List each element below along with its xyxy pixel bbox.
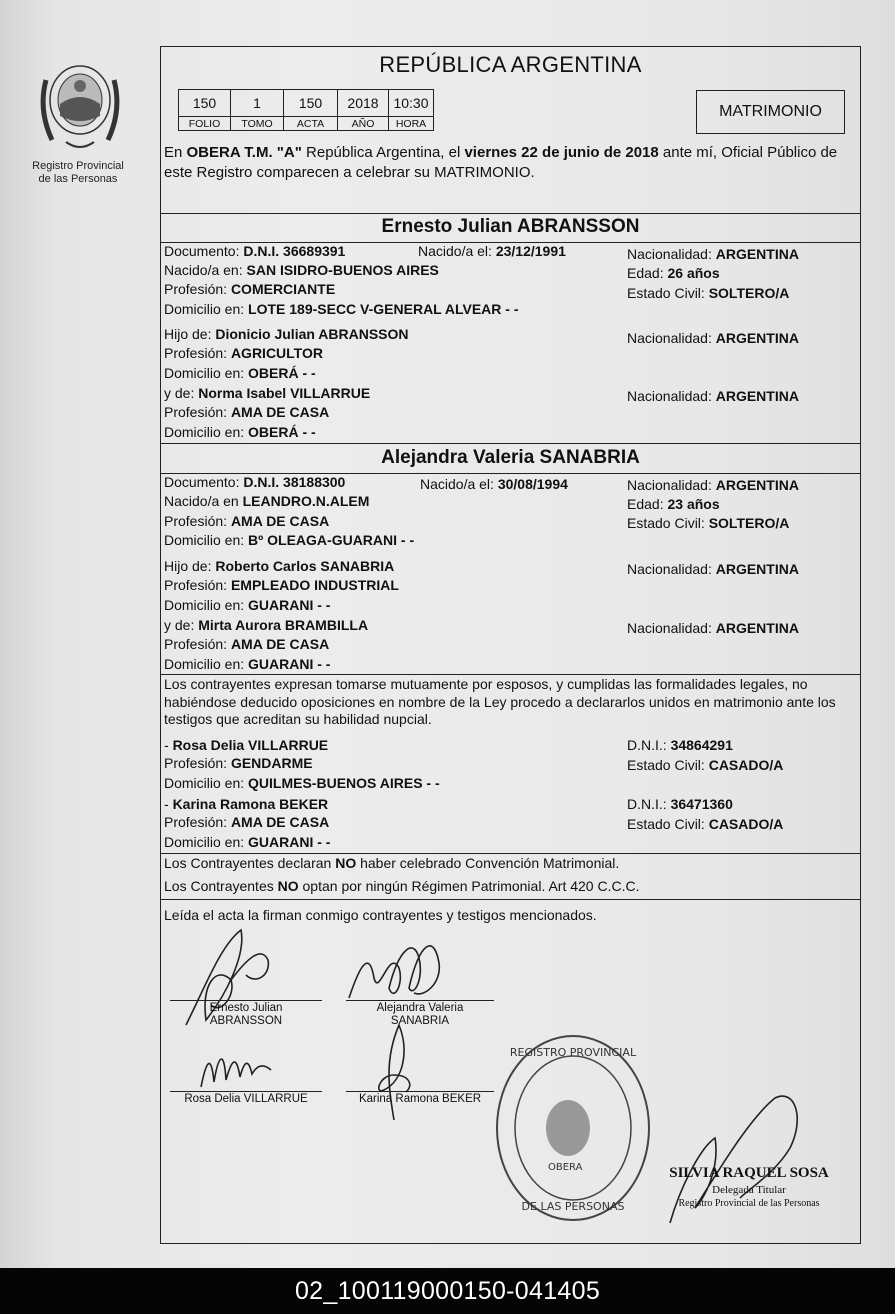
groom-age: Edad: 26 años: [627, 265, 720, 281]
divider: [160, 213, 861, 214]
closing-statement: Leída el acta la firman conmigo contrayentes y testigos mencionados.: [164, 907, 597, 923]
signature-line: [170, 1000, 322, 1001]
province-seal-icon: [36, 60, 124, 160]
signature-line: [346, 1000, 494, 1001]
bride-name: Alejandra Valeria SANABRIA: [381, 447, 640, 468]
signature-line: [170, 1091, 322, 1092]
divider: [160, 443, 861, 444]
acta-value: 150: [284, 90, 338, 117]
folio-value: 150: [179, 90, 231, 117]
signature-groom-label: Ernesto Julian ABRANSSON: [209, 1002, 283, 1027]
official-name: SILVIA RAQUEL SOSA: [669, 1165, 829, 1181]
tomo-label: TOMO: [231, 117, 284, 131]
divider: [160, 674, 861, 675]
bride-father-profession: Profesión: EMPLEADO INDUSTRIAL: [164, 577, 399, 593]
bride-document: Documento: D.N.I. 38188300: [164, 474, 346, 490]
divider: [160, 853, 861, 854]
bride-mother-nationality: Nacionalidad: ARGENTINA: [627, 620, 799, 636]
groom-father-nationality: Nacionalidad: ARGENTINA: [627, 330, 799, 346]
tomo-value: 1: [231, 90, 284, 117]
acta-label: ACTA: [284, 117, 338, 131]
witness-1-name: - Rosa Delia VILLARRUE: [164, 737, 329, 753]
bride-father: Hijo de: Roberto Carlos SANABRIA: [164, 558, 395, 574]
anio-value: 2018: [338, 90, 389, 117]
bride-father-nationality: Nacionalidad: ARGENTINA: [627, 561, 799, 577]
declaration-paragraph: Los contrayentes expresan tomarse mutuamente por esposos, y cumplidas las formalidades legales, no habiéndose deducido oposiciones en nombre de la Ley procedo a declararlos unidos en matrimonio ante los testigos que acreditan su habilidad nupcial.: [164, 676, 836, 727]
groom-birthdate: Nacido/a el: 23/12/1991: [418, 243, 566, 259]
bride-civil-status: Estado Civil: SOLTERO/A: [627, 515, 790, 531]
document-type-badge: MATRIMONIO: [696, 90, 845, 134]
groom-mother: y de: Norma Isabel VILLARRUE: [164, 385, 371, 401]
witness-1-dni: D.N.I.: 34864291: [627, 737, 733, 753]
divider: [160, 899, 861, 900]
groom-birthplace: Nacido/a en: SAN ISIDRO-BUENOS AIRES: [164, 262, 439, 278]
witness-1-profession: Profesión: GENDARME: [164, 755, 313, 771]
document-code-footer: 02_100119000150-041405: [0, 1268, 895, 1314]
groom-civil-status: Estado Civil: SOLTERO/A: [627, 285, 790, 301]
groom-nationality: Nacionalidad: ARGENTINA: [627, 246, 799, 262]
seal-caption: Registro Provincial de las Personas: [32, 160, 124, 185]
bride-age: Edad: 23 años: [627, 496, 720, 512]
groom-father: Hijo de: Dionicio Julian ABRANSSON: [164, 326, 409, 342]
bride-mother-profession: Profesión: AMA DE CASA: [164, 636, 330, 652]
bride-mother-address: Domicilio en: GUARANI - -: [164, 656, 331, 672]
folio-label: FOLIO: [179, 117, 231, 131]
bride-birthdate: Nacido/a el: 30/08/1994: [420, 476, 568, 492]
signature-witness-2-label: Karina Ramona BEKER: [358, 1093, 482, 1105]
bride-father-address: Domicilio en: GUARANI - -: [164, 597, 331, 613]
signature-witness-1-label: Rosa Delia VILLARRUE: [184, 1093, 308, 1105]
svg-text:DE LAS PERSONAS: DE LAS PERSONAS: [521, 1200, 625, 1213]
bride-nationality: Nacionalidad: ARGENTINA: [627, 477, 799, 493]
anio-label: AÑO: [338, 117, 389, 131]
groom-mother-address: Domicilio en: OBERÁ - -: [164, 424, 316, 440]
witness-2-address: Domicilio en: GUARANI - -: [164, 834, 331, 850]
hora-value: 10:30: [389, 90, 434, 117]
svg-text:REGISTRO PROVINCIAL: REGISTRO PROVINCIAL: [509, 1046, 637, 1059]
signature-line: [346, 1091, 494, 1092]
signature-witness-1-icon: [196, 1042, 276, 1092]
groom-mother-nationality: Nacionalidad: ARGENTINA: [627, 388, 799, 404]
groom-address: Domicilio en: LOTE 189-SECC V-GENERAL ALVEAR - -: [164, 301, 519, 317]
witness-2-civil-status: Estado Civil: CASADO/A: [627, 816, 784, 832]
signature-witness-2-icon: [364, 1020, 424, 1125]
bride-address: Domicilio en: Bº OLEAGA-GUARANI - -: [164, 532, 415, 548]
official-stamp-icon: [492, 1030, 654, 1226]
witness-2-profession: Profesión: AMA DE CASA: [164, 814, 330, 830]
registry-table: [178, 89, 434, 131]
groom-father-profession: Profesión: AGRICULTOR: [164, 345, 323, 361]
witness-2-dni: D.N.I.: 36471360: [627, 796, 733, 812]
page-title: REPÚBLICA ARGENTINA: [379, 52, 642, 77]
groom-document: Documento: D.N.I. 36689391: [164, 243, 346, 259]
witness-1-address: Domicilio en: QUILMES-BUENOS AIRES - -: [164, 775, 440, 791]
groom-name: Ernesto Julian ABRANSSON: [381, 216, 640, 237]
svg-text:OBERA: OBERA: [548, 1162, 583, 1173]
official-org: Registro Provincial de las Personas: [678, 1198, 820, 1209]
witness-2-name: - Karina Ramona BEKER: [164, 796, 329, 812]
groom-father-address: Domicilio en: OBERÁ - -: [164, 365, 316, 381]
regime-statement: Los Contrayentes NO optan por ningún Régimen Patrimonial. Art 420 C.C.C.: [164, 878, 640, 894]
signature-bride-label: Alejandra Valeria SANABRIA: [376, 1002, 464, 1027]
witness-1-civil-status: Estado Civil: CASADO/A: [627, 757, 784, 773]
convention-statement: Los Contrayentes declaran NO haber celebrado Convención Matrimonial.: [164, 855, 620, 871]
official-block: [664, 1165, 834, 1209]
bride-profession: Profesión: AMA DE CASA: [164, 513, 330, 529]
official-role: Delegada Titular: [712, 1184, 786, 1196]
groom-mother-profession: Profesión: AMA DE CASA: [164, 404, 330, 420]
bride-mother: y de: Mirta Aurora BRAMBILLA: [164, 617, 369, 633]
bride-birthplace: Nacido/a en LEANDRO.N.ALEM: [164, 493, 370, 509]
groom-profession: Profesión: COMERCIANTE: [164, 281, 336, 297]
hora-label: HORA: [389, 117, 434, 131]
intro-paragraph: En OBERA T.M. "A" República Argentina, el viernes 22 de junio de 2018 ante mí, Oficial Público de este Registro comparecen a celebrar su MATRIMONIO.: [164, 144, 838, 181]
